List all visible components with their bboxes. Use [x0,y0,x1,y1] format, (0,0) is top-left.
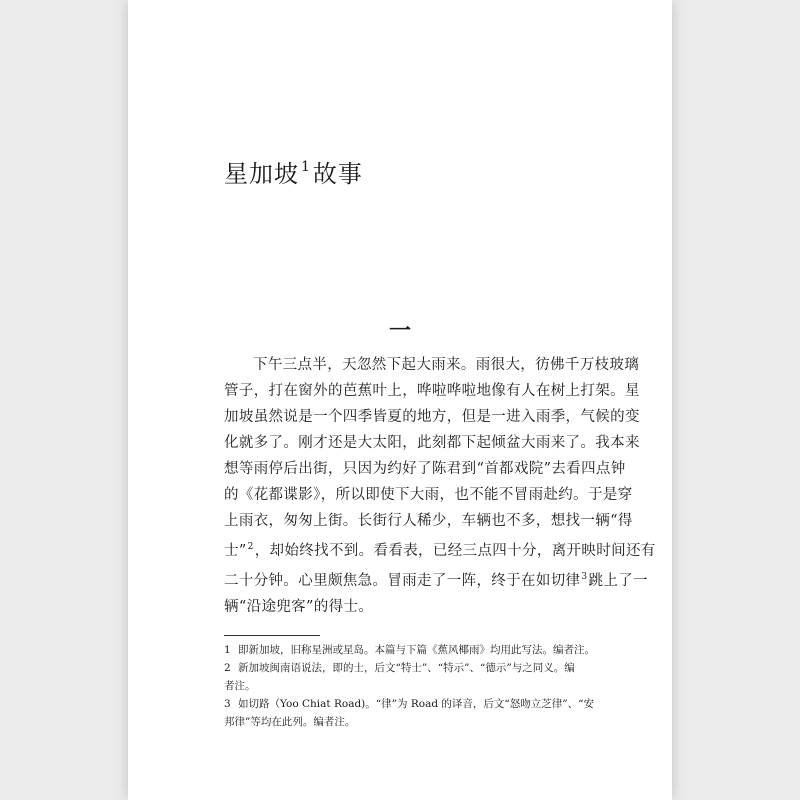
footnote-continuation: 者注。 [224,680,256,692]
title-text-after: 故事 [312,160,363,188]
text-line: 的《花都谍影》，所以即使下大雨，也不能不冒雨赴约。于是穿 [224,487,633,503]
text-segment: 二十分钟。心里颇焦急。冒雨走了一阵，终于在如切律 [224,572,581,589]
footnote-ref: 3 [581,571,588,582]
story-title [224,154,363,189]
footnote-divider [224,635,320,636]
text-segment: 士” [224,542,247,559]
text-line [224,534,656,564]
footnote-3 [224,695,600,731]
footnote-text: 即新加坡，旧称星洲或星岛。本篇与下篇《蕉风椰雨》均用此写法。编者注。 [238,644,595,656]
footnote-ref: 1 [301,159,311,175]
title-text: 星加坡 [224,160,299,188]
footnotes [224,641,600,731]
chapter-number: 一 [388,318,411,344]
text-segment: ，却始终找不到。看看表，已经三点四十分，离开映时间还有 [254,542,656,559]
footnote-text: 如切路（Yoo Chiat Road)。“律”为 Road 的译音，后文“怒吻立芝律”、“安 [238,698,594,710]
text-line: 辆“沿途兜客”的得士。 [224,598,374,615]
footnote-number: 1 [224,644,231,656]
text-line: 加坡虽然说是一个四季皆夏的地方，但是一进入雨季，气候的变 [224,409,640,425]
text-line: 上雨衣，匆匆上街。长街行人稀少，车辆也不多，想找一辆“得 [224,513,633,529]
footnote-ref: 2 [247,542,254,552]
text-line [224,564,648,594]
text-line: 管子，打在窗外的芭蕉叶上，哗啦哗啦地像有人在树上打架。星 [224,383,640,399]
text-line: 下午三点半，天忽然下起大雨来。雨很大，彷佛千万枝玻璃 [253,357,640,373]
text-line: 想等雨停后出街，只因为约好了陈君到“首都戏院”去看四点钟 [224,461,626,477]
body-paragraph [224,352,656,620]
footnote-line [224,641,600,659]
footnote-text: 新加坡闽南语说法，即的士，后文“特士”、“特示”、“德示”与之同义。编 [238,662,575,674]
footnote-number: 3 [224,698,231,710]
footnote-2 [224,659,600,695]
footnote-line [224,695,600,713]
text-segment: 跳上了一 [588,572,648,589]
footnote-continuation: 邦律”等均在此列。编者注。 [224,716,356,728]
footnote-1 [224,641,600,659]
book-page [128,0,672,800]
text-line: 化就多了。刚才还是大太阳，此刻都下起倾盆大雨来了。我本来 [224,435,640,451]
footnote-number: 2 [224,662,231,674]
footnote-line [224,659,600,677]
